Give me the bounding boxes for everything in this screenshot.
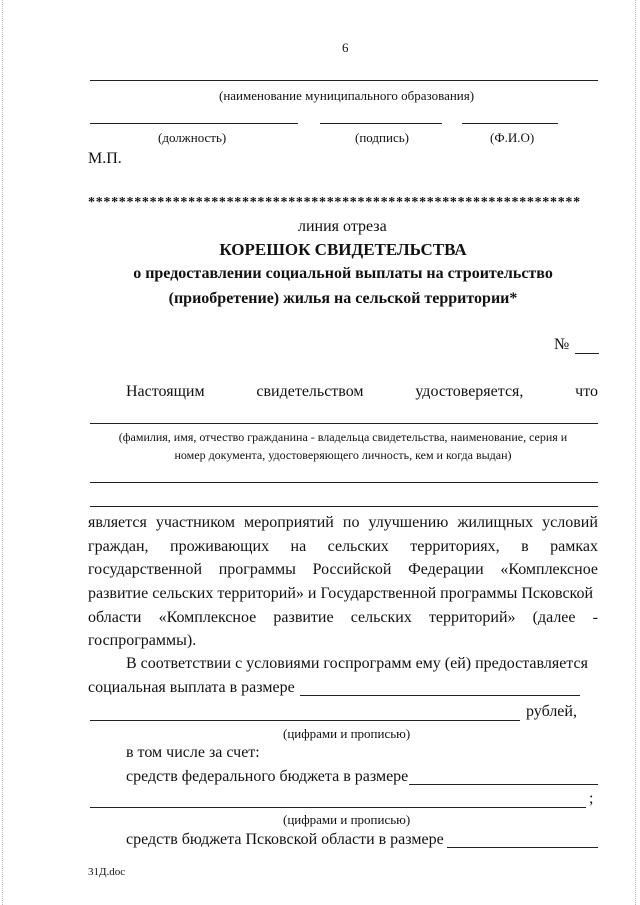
- blank-line-1: [90, 482, 598, 483]
- name-line: [462, 123, 558, 124]
- signature-line: [320, 123, 442, 124]
- word: улучшению: [368, 514, 449, 531]
- payment-label: социальная выплата в размере: [88, 679, 295, 696]
- stub-title: КОРЕШОК СВИДЕТЕЛЬСТВА: [219, 240, 467, 259]
- word: развитие: [273, 609, 334, 626]
- word: граждан,: [88, 538, 149, 555]
- holder-caption-line1: (фамилия, имя, отчество гражданина - владельца свидетельства, наименование, серия и: [118, 430, 568, 444]
- word: в: [521, 538, 529, 555]
- certify-word: что: [575, 383, 598, 400]
- page-number: 6: [342, 40, 349, 55]
- word: сельских: [327, 538, 389, 555]
- stub-subtitle-line1: о предоставлении социальной выплаты на строительство: [133, 265, 553, 282]
- word: (далее: [532, 609, 576, 626]
- figures-caption: (цифрами и прописью): [283, 726, 411, 741]
- name-caption: (Ф.И.О): [490, 130, 535, 145]
- federal-amount-line-2: [90, 807, 586, 808]
- number-label: №: [554, 336, 570, 353]
- body-p2-line-1: В соответствии с условиями госпрограмм ему (ей) предоставляется: [126, 655, 588, 672]
- position-line: [90, 123, 298, 124]
- rubles-label: рублей,: [526, 703, 577, 720]
- word: Российской: [312, 561, 392, 578]
- word: программы: [218, 561, 296, 578]
- municipality-line: [90, 80, 598, 81]
- payment-amount-line: [300, 695, 580, 696]
- word: области: [88, 609, 142, 626]
- federal-budget-label: средств федерального бюджета в размере: [126, 768, 409, 785]
- federal-amount-line: [409, 784, 598, 785]
- position-caption: (должность): [158, 130, 227, 145]
- word: проживающих: [170, 538, 270, 555]
- word: территориях,: [410, 538, 500, 555]
- body-line-2: [88, 538, 598, 556]
- payment-amount-line-2: [90, 720, 520, 721]
- signature-caption: (подпись): [355, 130, 409, 145]
- word: Федерации: [408, 561, 484, 578]
- word: является: [88, 514, 147, 531]
- cut-label: линия отреза: [298, 218, 387, 235]
- certify-word: удостоверяется,: [415, 383, 524, 400]
- holder-caption-line2: номер документа, удостоверяющего личность, кем и когда выдан): [174, 448, 512, 462]
- seal-label: М.П.: [88, 150, 122, 167]
- word: сельских: [350, 609, 412, 626]
- body-line-6: госпрограммы).: [88, 632, 197, 649]
- body-line-3: [88, 561, 598, 579]
- word: участником: [155, 514, 235, 531]
- word: территорий»: [428, 609, 516, 626]
- certify-word: свидетельством: [256, 383, 364, 400]
- word: условий: [542, 514, 598, 531]
- figures-caption-2: (цифрами и прописью): [283, 812, 411, 827]
- word: мероприятий: [244, 514, 334, 531]
- regional-amount-line: [447, 847, 598, 848]
- blank-line-2: [90, 506, 598, 507]
- holder-line: [90, 423, 598, 424]
- word: рамках: [550, 538, 598, 555]
- word: по: [342, 514, 360, 531]
- regional-budget-label: средств бюджета Псковской области в размере: [126, 831, 444, 848]
- cut-asterisks: ****************************************************************: [88, 195, 581, 210]
- number-line: [575, 353, 599, 354]
- municipality-caption: (наименование муниципального образования): [219, 88, 475, 103]
- word: на: [290, 538, 307, 555]
- body-line-5: [88, 609, 598, 627]
- certify-line: [126, 383, 598, 401]
- body-line-1: [88, 514, 598, 532]
- word: «Комплексное: [500, 561, 598, 578]
- word: «Комплексное: [158, 609, 257, 626]
- footer-filename: 31Д.doc: [88, 866, 126, 878]
- semicolon: ;: [589, 790, 594, 807]
- including-label: в том числе за счет:: [126, 744, 260, 761]
- certify-word: Настоящим: [126, 383, 205, 400]
- body-line-4: развитие сельских территорий» и Государственной программы Псковской: [88, 585, 594, 602]
- word: государственной: [88, 561, 203, 578]
- word: жилищных: [457, 514, 534, 531]
- word: -: [592, 609, 598, 626]
- stub-subtitle-line2: (приобретение) жилья на сельской территории*: [168, 290, 518, 307]
